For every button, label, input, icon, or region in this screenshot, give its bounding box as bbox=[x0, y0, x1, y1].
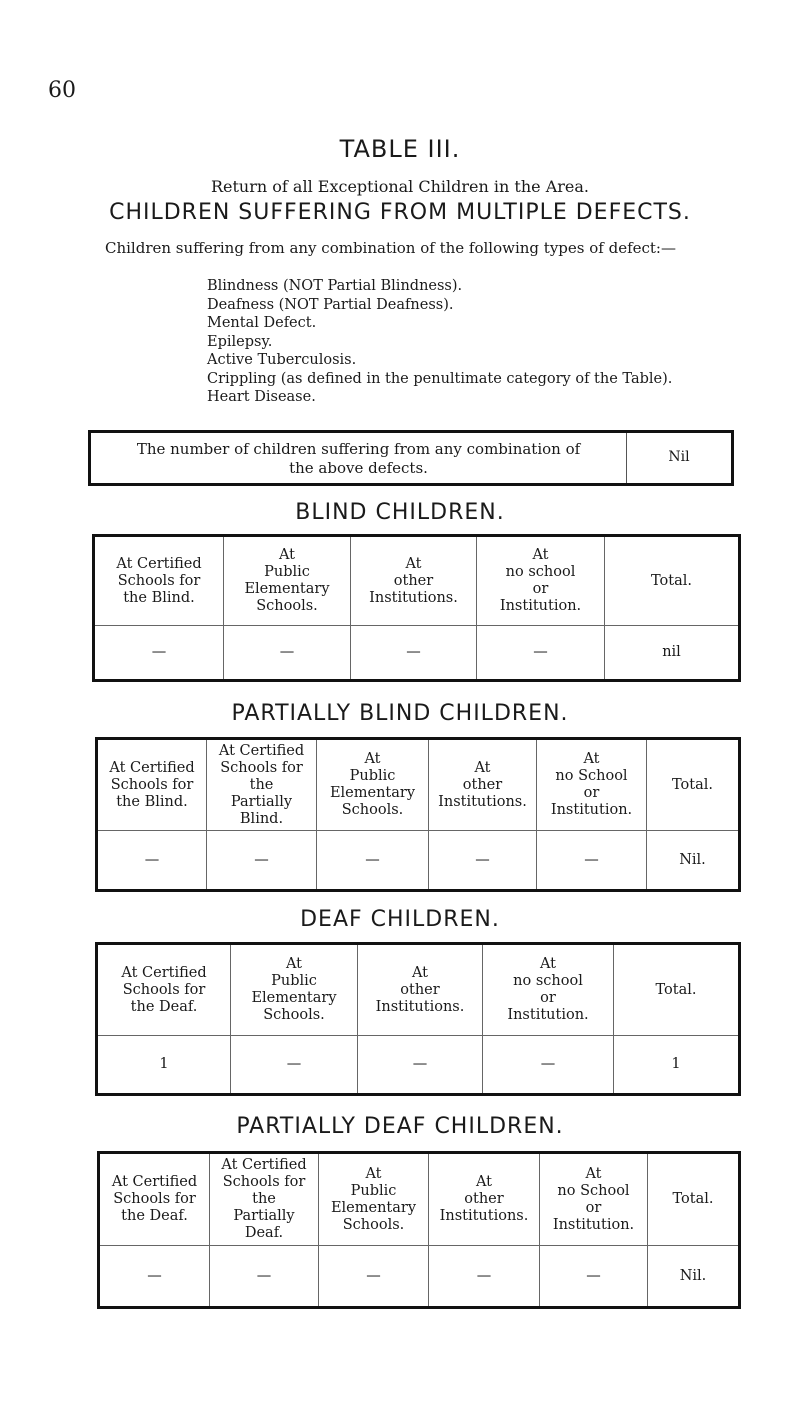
table-row bbox=[99, 1246, 740, 1308]
defect-list bbox=[207, 277, 672, 407]
column-header: At no School or Institution. bbox=[540, 1153, 648, 1246]
column-header: At Certified Schools for the Partially Blind. bbox=[207, 739, 317, 831]
column-header: At other Institutions. bbox=[351, 536, 477, 626]
table-cell: — bbox=[231, 1036, 358, 1095]
table-cell: — bbox=[429, 1246, 540, 1308]
subtitle: Return of all Exceptional Children in the Area. bbox=[210, 177, 589, 196]
column-header: At no school or Institution. bbox=[477, 536, 605, 626]
multiple-defects-box-text: The number of children suffering from any combination of the above defects. bbox=[91, 433, 627, 483]
column-header: At other Institutions. bbox=[429, 1153, 540, 1246]
table-row bbox=[97, 831, 740, 891]
column-header: At Public Elementary Schools. bbox=[231, 944, 358, 1036]
table-cell: — bbox=[537, 831, 647, 891]
table-cell: — bbox=[429, 831, 537, 891]
table-cell: — bbox=[319, 1246, 429, 1308]
table-cell: — bbox=[483, 1036, 614, 1095]
column-header: At Certified Schools for the Deaf. bbox=[99, 1153, 210, 1246]
defect-item: Mental Defect. bbox=[207, 315, 317, 331]
column-header: At Certified Schools for the Blind. bbox=[94, 536, 224, 626]
column-header: At Public Elementary Schools. bbox=[319, 1153, 429, 1246]
multiple-defects-box-value: Nil bbox=[668, 449, 690, 465]
table-cell: — bbox=[147, 1267, 162, 1284]
column-header: At other Institutions. bbox=[358, 944, 483, 1036]
blind-table bbox=[92, 534, 741, 682]
table-cell: Nil. bbox=[647, 831, 740, 891]
header-row bbox=[97, 739, 740, 831]
table-cell: 1 bbox=[159, 1056, 169, 1072]
defect-item: Crippling (as defined in the penultimate category of the Table). bbox=[207, 370, 673, 387]
defect-item: Blindness (NOT Partial Blindness). bbox=[207, 278, 463, 294]
table-cell: — bbox=[358, 1036, 483, 1095]
column-header: At no School or Institution. bbox=[537, 739, 647, 831]
page-number: 60 bbox=[48, 78, 76, 103]
table-cell: — bbox=[207, 831, 317, 891]
deaf-heading: DEAF CHILDREN. bbox=[300, 907, 500, 932]
table-cell: — bbox=[317, 831, 429, 891]
deaf-table bbox=[95, 942, 741, 1096]
header-row bbox=[97, 944, 740, 1036]
table-row bbox=[94, 626, 740, 681]
column-header: At Certified Schools for the Partially Deaf. bbox=[210, 1153, 319, 1246]
defect-item: Epilepsy. bbox=[207, 333, 273, 350]
table-title: TABLE III. bbox=[339, 135, 461, 163]
table-cell: — bbox=[210, 1246, 319, 1308]
column-header: Total. bbox=[647, 739, 740, 831]
table-cell: nil bbox=[605, 626, 740, 681]
table-cell: — bbox=[144, 851, 160, 868]
column-header: Total. bbox=[614, 944, 740, 1036]
table-cell: 1 bbox=[614, 1036, 740, 1095]
column-header: Total. bbox=[605, 536, 740, 626]
table-cell: — bbox=[224, 626, 351, 681]
table-row bbox=[97, 1036, 740, 1095]
multiple-defects-intro: Children suffering from any combination of the following types of defect:— bbox=[105, 239, 676, 257]
partially-blind-heading: PARTIALLY BLIND CHILDREN. bbox=[231, 701, 569, 726]
column-header: Total. bbox=[648, 1153, 740, 1246]
table-cell: — bbox=[351, 626, 477, 681]
column-header: At Certified Schools for the Blind. bbox=[97, 739, 207, 831]
partially-deaf-heading: PARTIALLY DEAF CHILDREN. bbox=[236, 1114, 564, 1139]
defect-item: Active Tuberculosis. bbox=[207, 352, 357, 368]
defect-item: Deafness (NOT Partial Deafness). bbox=[207, 296, 454, 313]
column-header: At Public Elementary Schools. bbox=[317, 739, 429, 831]
header-row bbox=[99, 1153, 740, 1246]
column-header: At no school or Institution. bbox=[483, 944, 614, 1036]
table-cell: — bbox=[540, 1246, 648, 1308]
partially-deaf-table bbox=[97, 1151, 741, 1309]
blind-heading: BLIND CHILDREN. bbox=[295, 500, 505, 525]
column-header: At Certified Schools for the Deaf. bbox=[97, 944, 231, 1036]
table-cell: — bbox=[151, 644, 167, 660]
multiple-defects-box bbox=[88, 430, 734, 486]
column-header: At other Institutions. bbox=[429, 739, 537, 831]
partially-blind-table bbox=[95, 737, 741, 892]
multiple-defects-heading: CHILDREN SUFFERING FROM MULTIPLE DEFECTS. bbox=[109, 200, 691, 225]
table-cell: — bbox=[477, 626, 605, 681]
defect-item: Heart Disease. bbox=[207, 389, 316, 405]
table-cell: Nil. bbox=[648, 1246, 740, 1308]
column-header: At Public Elementary Schools. bbox=[224, 536, 351, 626]
header-row bbox=[94, 536, 740, 626]
